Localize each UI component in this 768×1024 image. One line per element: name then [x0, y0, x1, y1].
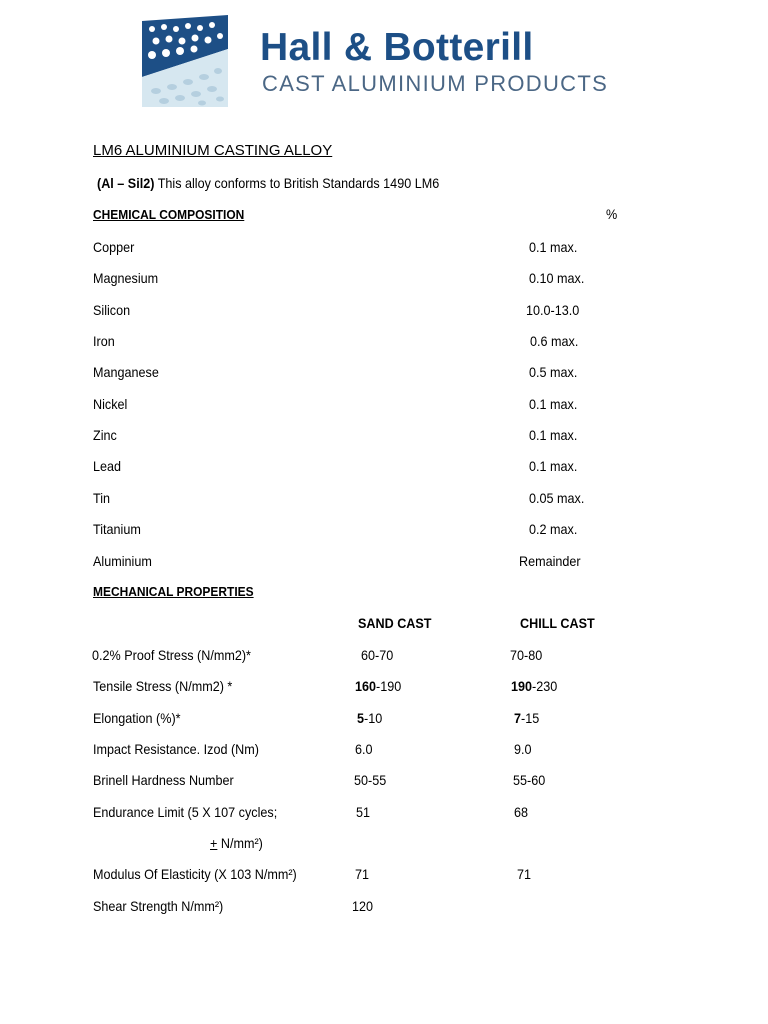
- element-name: Lead: [93, 458, 122, 474]
- property-name: Endurance Limit (5 X 107 cycles;: [93, 804, 278, 820]
- sand-cast-value: 160-190: [355, 678, 402, 694]
- sand-cast-value: 5-10: [357, 710, 383, 726]
- plus-minus-symbol: +: [210, 835, 218, 851]
- sand-cast-value: 6.0: [355, 741, 373, 757]
- property-name: 0.2% Proof Stress (N/mm2)*: [92, 647, 251, 663]
- chill-cast-value: 68: [514, 804, 529, 820]
- chill-cast-header: CHILL CAST: [520, 615, 595, 631]
- element-name: Copper: [93, 239, 135, 255]
- element-value: 0.10 max.: [529, 270, 585, 286]
- mechanical-properties-heading: MECHANICAL PROPERTIES: [93, 584, 254, 599]
- element-value: 0.6 max.: [530, 333, 579, 349]
- element-value: 0.5 max.: [529, 364, 578, 380]
- chill-cast-value: 55-60: [513, 772, 546, 788]
- element-name: Nickel: [93, 396, 128, 412]
- chill-cast-value: 70-80: [510, 647, 543, 663]
- element-value: 0.1 max.: [529, 396, 578, 412]
- property-name: Tensile Stress (N/mm2) *: [93, 678, 233, 694]
- brand-tagline: CAST ALUMINIUM PRODUCTS: [262, 71, 609, 96]
- sand-cast-value: 71: [355, 866, 370, 882]
- endurance-limit-continuation: + N/mm²): [210, 835, 263, 851]
- document-title: LM6 ALUMINIUM CASTING ALLOY: [93, 142, 333, 159]
- chill-cast-value: 9.0: [514, 741, 532, 757]
- property-name: Modulus Of Elasticity (X 103 N/mm²): [93, 866, 297, 882]
- standard-note: This alloy conforms to British Standards 1490 LM6: [154, 175, 440, 191]
- property-name: Brinell Hardness Number: [93, 772, 234, 788]
- chemical-composition-heading: CHEMICAL COMPOSITION: [93, 207, 245, 222]
- element-name: Titanium: [93, 521, 141, 537]
- sand-cast-value: 50-55: [354, 772, 387, 788]
- element-value: 0.1 max.: [529, 458, 578, 474]
- element-name: Manganese: [93, 364, 159, 380]
- property-name: Shear Strength N/mm²): [93, 898, 224, 914]
- alloy-code: (Al – Sil2): [97, 175, 155, 191]
- chill-cast-value: 71: [517, 866, 532, 882]
- brand-name: Hall & Botterill: [260, 26, 534, 69]
- element-value: 0.05 max.: [529, 490, 585, 506]
- element-value: 0.2 max.: [529, 521, 578, 537]
- company-logo: [142, 15, 228, 107]
- sand-cast-value: 51: [356, 804, 371, 820]
- property-name: Elongation (%)*: [93, 710, 181, 726]
- element-value: Remainder: [519, 553, 581, 569]
- chill-cast-value: 190-230: [511, 678, 558, 694]
- element-value: 0.1 max.: [529, 239, 578, 255]
- element-value: 0.1 max.: [529, 427, 578, 443]
- element-name: Iron: [93, 333, 115, 349]
- percent-unit: %: [606, 206, 618, 222]
- element-name: Silicon: [93, 302, 131, 318]
- element-value: 10.0-13.0: [526, 302, 580, 318]
- element-name: Magnesium: [93, 270, 159, 286]
- element-name: Aluminium: [93, 553, 152, 569]
- property-name: Impact Resistance. Izod (Nm): [93, 741, 259, 757]
- sand-cast-header: SAND CAST: [358, 615, 432, 631]
- element-name: Zinc: [93, 427, 117, 443]
- sand-cast-value: 120: [352, 898, 374, 914]
- sand-cast-value: 60-70: [361, 647, 394, 663]
- document-subtitle: [97, 175, 439, 191]
- element-name: Tin: [93, 490, 111, 506]
- chill-cast-value: 7-15: [514, 710, 540, 726]
